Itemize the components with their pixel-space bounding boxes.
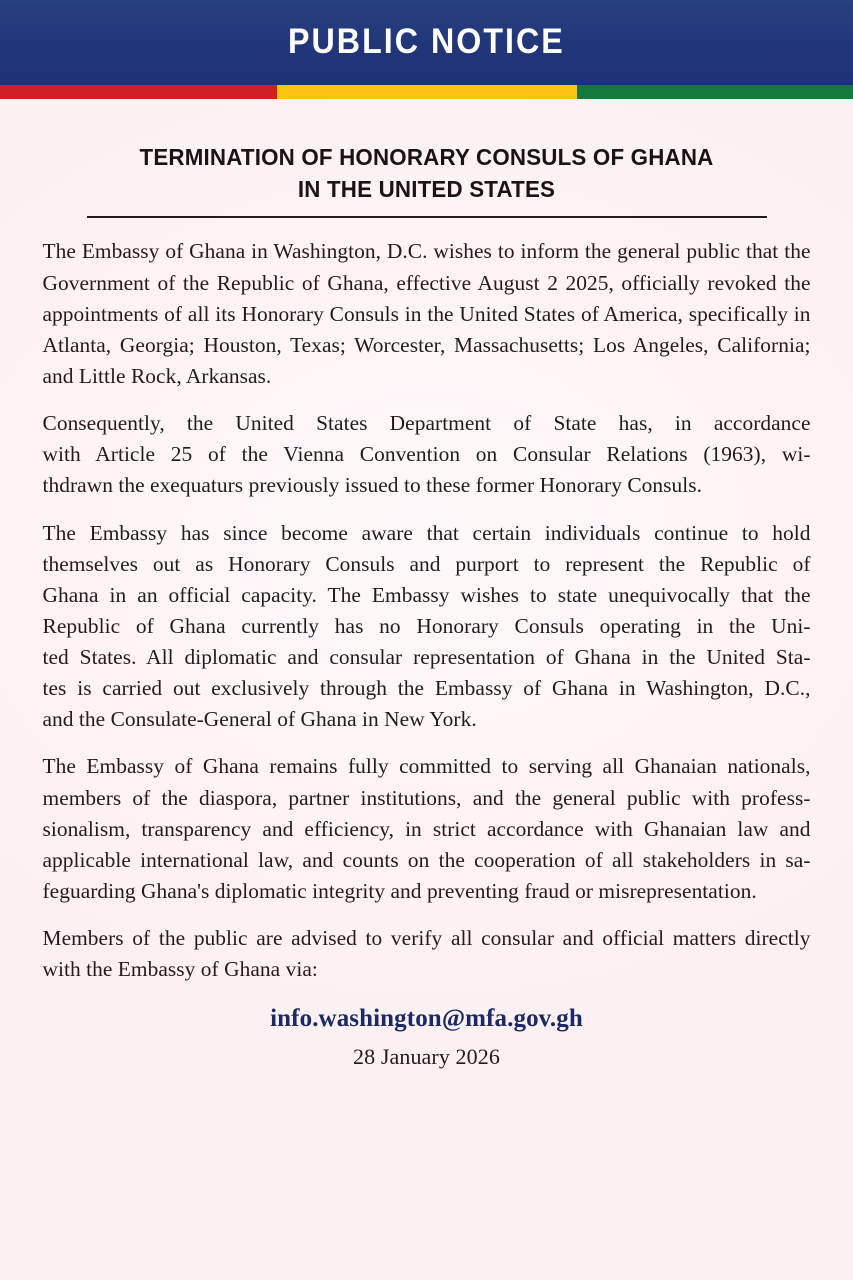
paragraph-3-line-6: tes is carried out exclusively through the Embassy of Ghana in Washington, D.C.,: [42, 676, 811, 701]
notice-document: [0, 141, 853, 1070]
banner-title: PUBLIC NOTICE: [288, 22, 565, 61]
notice-date: 28 January 2026: [353, 1044, 500, 1070]
public-notice-banner: [0, 0, 853, 85]
page-title: [29, 141, 824, 205]
paragraph-3-line-3: Ghana in an official capacity. The Embassy wishes to state unequivocally that the: [42, 582, 811, 607]
paragraph-3-line-4: Republic of Ghana currently has no Honorary Consuls operating in the Uni-: [42, 613, 811, 638]
paragraph-2-line-3: thdrawn the exequaturs previously issued to these former Honorary Consuls.: [42, 473, 703, 498]
paragraph-3-line-1: The Embassy has since become aware that certain individuals continue to hold: [42, 520, 811, 545]
page-title-line-1: TERMINATION OF HONORARY CONSULS OF GHANA: [139, 144, 714, 170]
paragraph-2-line-1: Consequently, the United States Department of State has, in accordance: [42, 411, 811, 436]
paragraph-4: [43, 751, 811, 907]
paragraph-1: The Embassy of Ghana in Washington, D.C. wishes to inform the general public that the Government of the Republic of Ghana, effective August 2 2025, officially revoked the appointments of all its Honorary Consuls in the United States of America, specifically in Atlanta, Georgia; Houston, Texas; Worcester, Massachusetts; Los Angeles, California; and Little Rock, Arkansas.: [42, 239, 811, 388]
paragraph-4-line-4: applicable international law, and counts on the cooperation of all stakeholders in sa-: [42, 847, 811, 872]
paragraph-2-line-2: with Article 25 of the Vienna Convention on Consular Relations (1963), wi-: [42, 442, 811, 467]
stripe-segment-red: [0, 85, 277, 99]
paragraph-2: [43, 408, 811, 501]
paragraph-3-line-7: and the Consulate-General of Ghana in New York.: [42, 707, 477, 732]
ghana-flag-stripe: [0, 85, 853, 99]
stripe-segment-yellow: [277, 85, 576, 99]
stripe-segment-green: [577, 85, 853, 99]
paragraph-5: Members of the public are advised to verify all consular and official matters directly with the Embassy of Ghana via:: [42, 926, 811, 982]
paragraph-3-line-2: themselves out as Honorary Consuls and purport to represent the Republic of: [42, 551, 811, 576]
paragraph-4-line-2: members of the diaspora, partner institutions, and the general public with profess-: [42, 785, 811, 810]
paragraph-4-line-3: sionalism, transparency and efficiency, in strict accordance with Ghanaian law and: [42, 816, 811, 841]
paragraph-4-line-1: The Embassy of Ghana remains fully committed to serving all Ghanaian nationals,: [42, 754, 811, 779]
paragraph-3-line-5: ted States. All diplomatic and consular representation of Ghana in the United Sta-: [42, 645, 811, 670]
notice-body: [43, 218, 811, 1070]
contact-email[interactable]: info.washington@mfa.gov.gh: [270, 1005, 583, 1033]
paragraph-3: [43, 518, 811, 736]
paragraph-4-line-5: feguarding Ghana's diplomatic integrity and preventing fraud or misrepresentation.: [42, 879, 757, 904]
page-title-line-2: IN THE UNITED STATES: [297, 176, 556, 203]
